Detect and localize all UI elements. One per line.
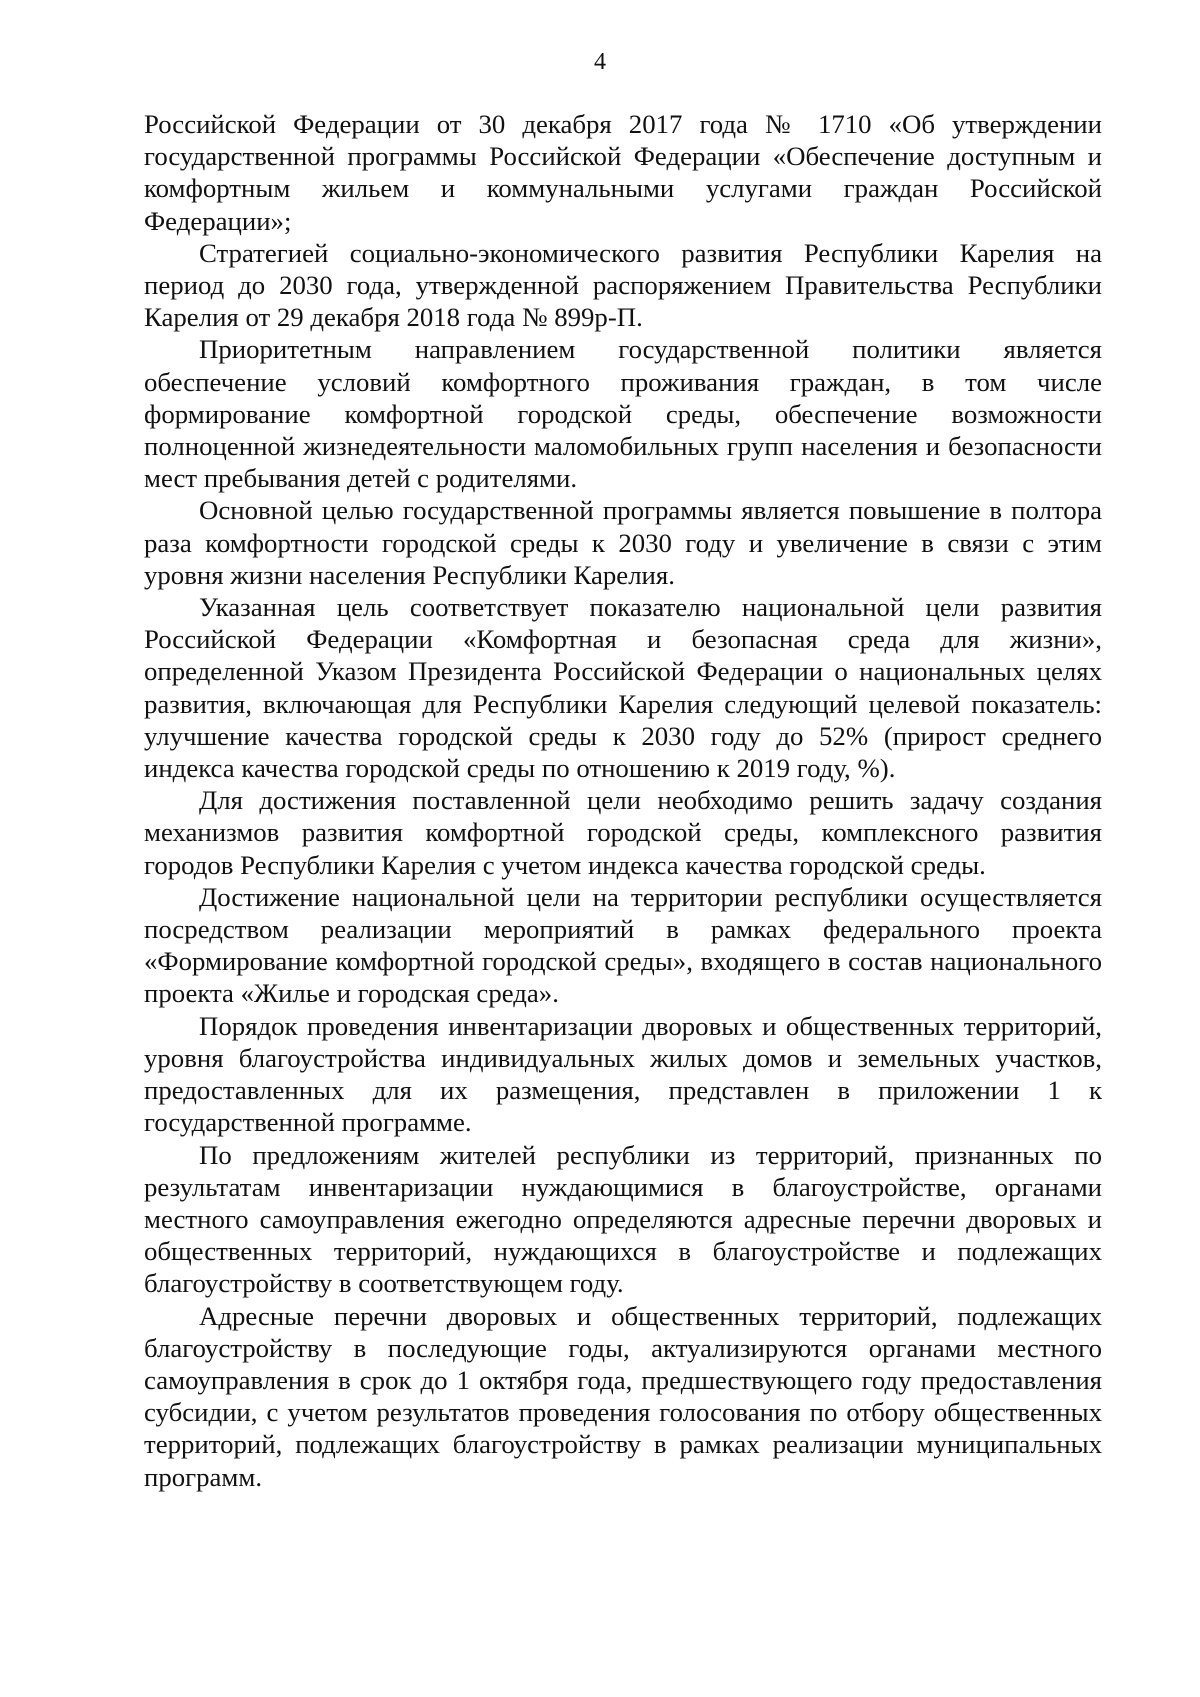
page-number: 4: [594, 49, 606, 75]
paragraph-inventory-procedure: Порядок проведения инвентаризации дворовых и общественных территорий, уровня благоустройства индивидуальных жилых домов и земельных участков, предоставленных для их размещения, представлен в приложении 1 к государственной программе.: [144, 1010, 1102, 1138]
document-body: [144, 108, 1102, 1493]
paragraph-federal-project: Достижение национальной цели на территории республики осуществляется посредством реализации мероприятий в рамках федерального проекта «Формирование комфортной городской среды», входящего в состав национального проекта «Жилье и городская среда».: [144, 881, 1102, 1009]
paragraph-main-goal: Основной целью государственной программы является повышение в полтора раза комфортности городской среды к 2030 году и увеличение в связи с этим уровня жизни населения Республики Карелия.: [144, 495, 1102, 590]
paragraph-priority-direction: Приоритетным направлением государственной политики является обеспечение условий комфортного проживания граждан, в том числе формирование комфортной городской среды, обеспечение возможности полноценной жизнедеятельности маломобильных групп населения и безопасности мест пребывания детей с родителями.: [144, 334, 1102, 494]
paragraph-continuation: Российской Федерации от 30 декабря 2017 года № 1710 «Об утверждении государственной программы Российской Федерации «Обеспечение доступным и комфортным жильем и коммунальными услугами граждан Российской Федерации»;: [144, 109, 1102, 236]
paragraph-national-goal: Указанная цель соответствует показателю национальной цели развития Российской Федерации «Комфортная и безопасная среда для жизни», определенной Указом Президента Российской Федерации о национальных целях развития, включающая для Республики Карелия следующий целевой показатель: улучшение качества городской среды к 2030 году до 52% (прирост среднего индекса качества городской среды по отношению к 2019 году, %).: [144, 592, 1102, 784]
paragraph-residents-proposals: По предложениям жителей республики из территорий, признанных по результатам инвентаризации нуждающимися в благоустройстве, органами местного самоуправления ежегодно определяются адресные перечни дворовых и общественных территорий, нуждающихся в благоустройстве и подлежащих благоустройству в соответствующем году.: [144, 1139, 1102, 1299]
paragraph-address-lists: Адресные перечни дворовых и общественных территорий, подлежащих благоустройству в последующие годы, актуализируются органами местного самоуправления в срок до 1 октября года, предшествующего году предоставления субсидии, с учетом результатов проведения голосования по отбору общественных территорий, подлежащих благоустройству в рамках реализации муниципальных программ.: [144, 1300, 1102, 1492]
paragraph-strategy: Стратегией социально-экономического развития Республики Карелия на период до 2030 года, утвержденной распоряжением Правительства Республики Карелия от 29 декабря 2018 года № 899р-П.: [144, 237, 1102, 333]
paragraph-task: Для достижения поставленной цели необходимо решить задачу создания механизмов развития комфортной городской среды, комплексного развития городов Республики Карелия с учетом индекса качества городской среды.: [144, 785, 1102, 880]
